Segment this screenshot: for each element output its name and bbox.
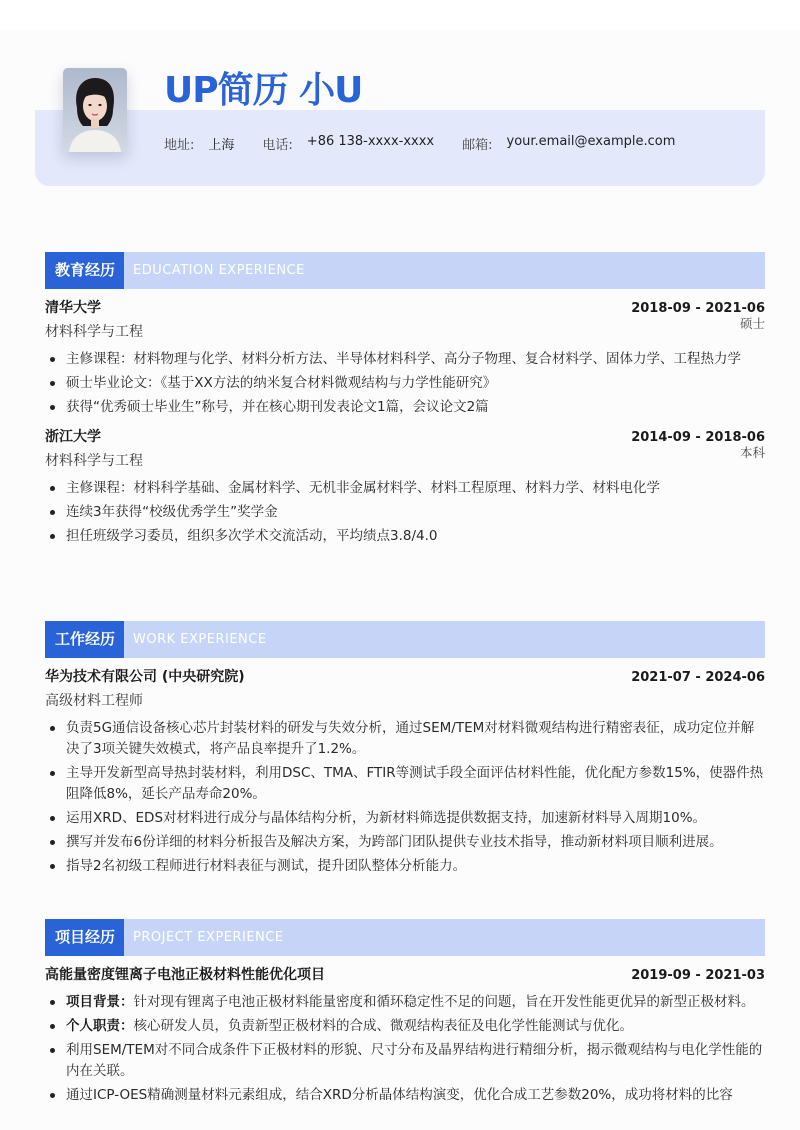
work-entry	[45, 666, 765, 877]
work-details	[45, 718, 765, 877]
list-item: 担任班级学习委员，组织多次学术交流活动，平均绩点3.8/4.0	[45, 526, 765, 547]
bullet-text: 通过ICP-OES精确测量材料元素组成，结合XRD分析晶体结构演变，优化合成工艺参数20%，成功将材料的比容	[66, 1087, 733, 1103]
phone-label: 电话:	[262, 138, 293, 153]
bullet-label: 项目背景：	[66, 994, 134, 1010]
project-details	[45, 992, 765, 1106]
contact-info	[164, 134, 703, 153]
education-details	[45, 478, 765, 547]
degree: 本科	[739, 445, 765, 460]
address-label: 地址:	[164, 138, 195, 153]
section-title-en: EDUCATION EXPERIENCE	[133, 263, 305, 278]
contact-phone	[262, 134, 434, 153]
section-title-cn: 工作经历	[45, 621, 124, 658]
portrait-image-icon	[63, 68, 127, 152]
list-item: 运用XRD、EDS对材料进行成分与晶体结构分析，为新材料筛选提供数据支持，加速新材料导入周期10%。	[45, 808, 765, 829]
email-label: 邮箱:	[462, 138, 493, 153]
date-range: 2018-09 - 2021-06	[631, 301, 765, 316]
section-title-cn: 教育经历	[45, 252, 124, 289]
list-item: 获得“优秀硕士毕业生”称号，并在核心期刊发表论文1篇，会议论文2篇	[45, 397, 765, 418]
education-entry	[45, 426, 765, 547]
list-item: 连续3年获得“校级优秀学生”奖学金	[45, 502, 765, 523]
education-entry	[45, 297, 765, 418]
list-item: 主修课程：材料物理与化学、材料分析方法、半导体材料科学、高分子物理、复合材料学、固体力学、工程热力学	[45, 349, 765, 370]
list-item	[45, 1016, 765, 1037]
bullet-label: 个人职责：	[66, 1018, 134, 1034]
school-name: 浙江大学	[45, 429, 101, 445]
contact-email	[462, 134, 675, 153]
project-section-header	[45, 919, 765, 956]
phone-value: +86 138-xxxx-xxxx	[306, 134, 435, 149]
bullet-text: 针对现有锂离子电池正极材料能量密度和循环稳定性不足的问题，旨在开发性能更优异的新型正极材料。	[133, 994, 755, 1010]
section-title-en: PROJECT EXPERIENCE	[133, 930, 284, 945]
project-entry	[45, 964, 765, 1106]
list-item: 主导开发新型高导热封装材料，利用DSC、TMA、FTIR等测试手段全面评估材料性能，优化配方参数15%，使器件热阻降低8%，延长产品寿命20%。	[45, 763, 765, 805]
list-item	[45, 992, 765, 1013]
project-name: 高能量密度锂离子电池正极材料性能优化项目	[45, 967, 325, 983]
list-item: 主修课程：材料科学基础、金属材料学、无机非金属材料学、材料工程原理、材料力学、材料电化学	[45, 478, 765, 499]
contact-address	[164, 134, 234, 153]
date-range: 2019-09 - 2021-03	[631, 968, 765, 983]
degree: 硕士	[739, 316, 765, 331]
email-value[interactable]: your.email@example.com	[506, 134, 676, 149]
education-section-header	[45, 252, 765, 289]
company-name: 华为技术有限公司 (中央研究院)	[45, 669, 245, 685]
job-title: 高级材料工程师	[45, 693, 143, 709]
profile-photo	[63, 68, 127, 152]
education-details	[45, 349, 765, 418]
address-value: 上海	[208, 138, 235, 153]
list-item	[45, 1040, 765, 1082]
bullet-text: 核心研发人员，负责新型正极材料的合成、微观结构表征及电化学性能测试与优化。	[133, 1018, 633, 1034]
section-title-en: WORK EXPERIENCE	[133, 632, 267, 647]
project-section	[45, 919, 765, 1109]
candidate-name: UP简历 小U	[164, 70, 363, 111]
list-item	[45, 1085, 765, 1106]
section-title-cn: 项目经历	[45, 919, 124, 956]
list-item: 负责5G通信设备核心芯片封装材料的研发与失效分析，通过SEM/TEM对材料微观结构进行精密表征，成功定位并解决了3项关键失效模式，将产品良率提升了1.2%。	[45, 718, 765, 760]
education-section	[45, 252, 765, 550]
list-item: 撰写并发布6份详细的材料分析报告及解决方案，为跨部门团队提供专业技术指导，推动新材料项目顺利进展。	[45, 832, 765, 853]
school-name: 清华大学	[45, 300, 101, 316]
bullet-text: 利用SEM/TEM对不同合成条件下正极材料的形貌、尺寸分布及晶界结构进行精细分析，揭示微观结构与电化学性能的内在关联。	[66, 1042, 763, 1079]
work-section-header	[45, 621, 765, 658]
resume-header	[35, 40, 765, 186]
date-range: 2014-09 - 2018-06	[631, 430, 765, 445]
list-item: 硕士毕业论文：《基于XX方法的纳米复合材料微观结构与力学性能研究》	[45, 373, 765, 394]
list-item: 指导2名初级工程师进行材料表征与测试，提升团队整体分析能力。	[45, 856, 765, 877]
date-range: 2021-07 - 2024-06	[631, 670, 765, 685]
work-section	[45, 621, 765, 880]
major: 材料科学与工程	[45, 453, 143, 469]
major: 材料科学与工程	[45, 324, 143, 340]
